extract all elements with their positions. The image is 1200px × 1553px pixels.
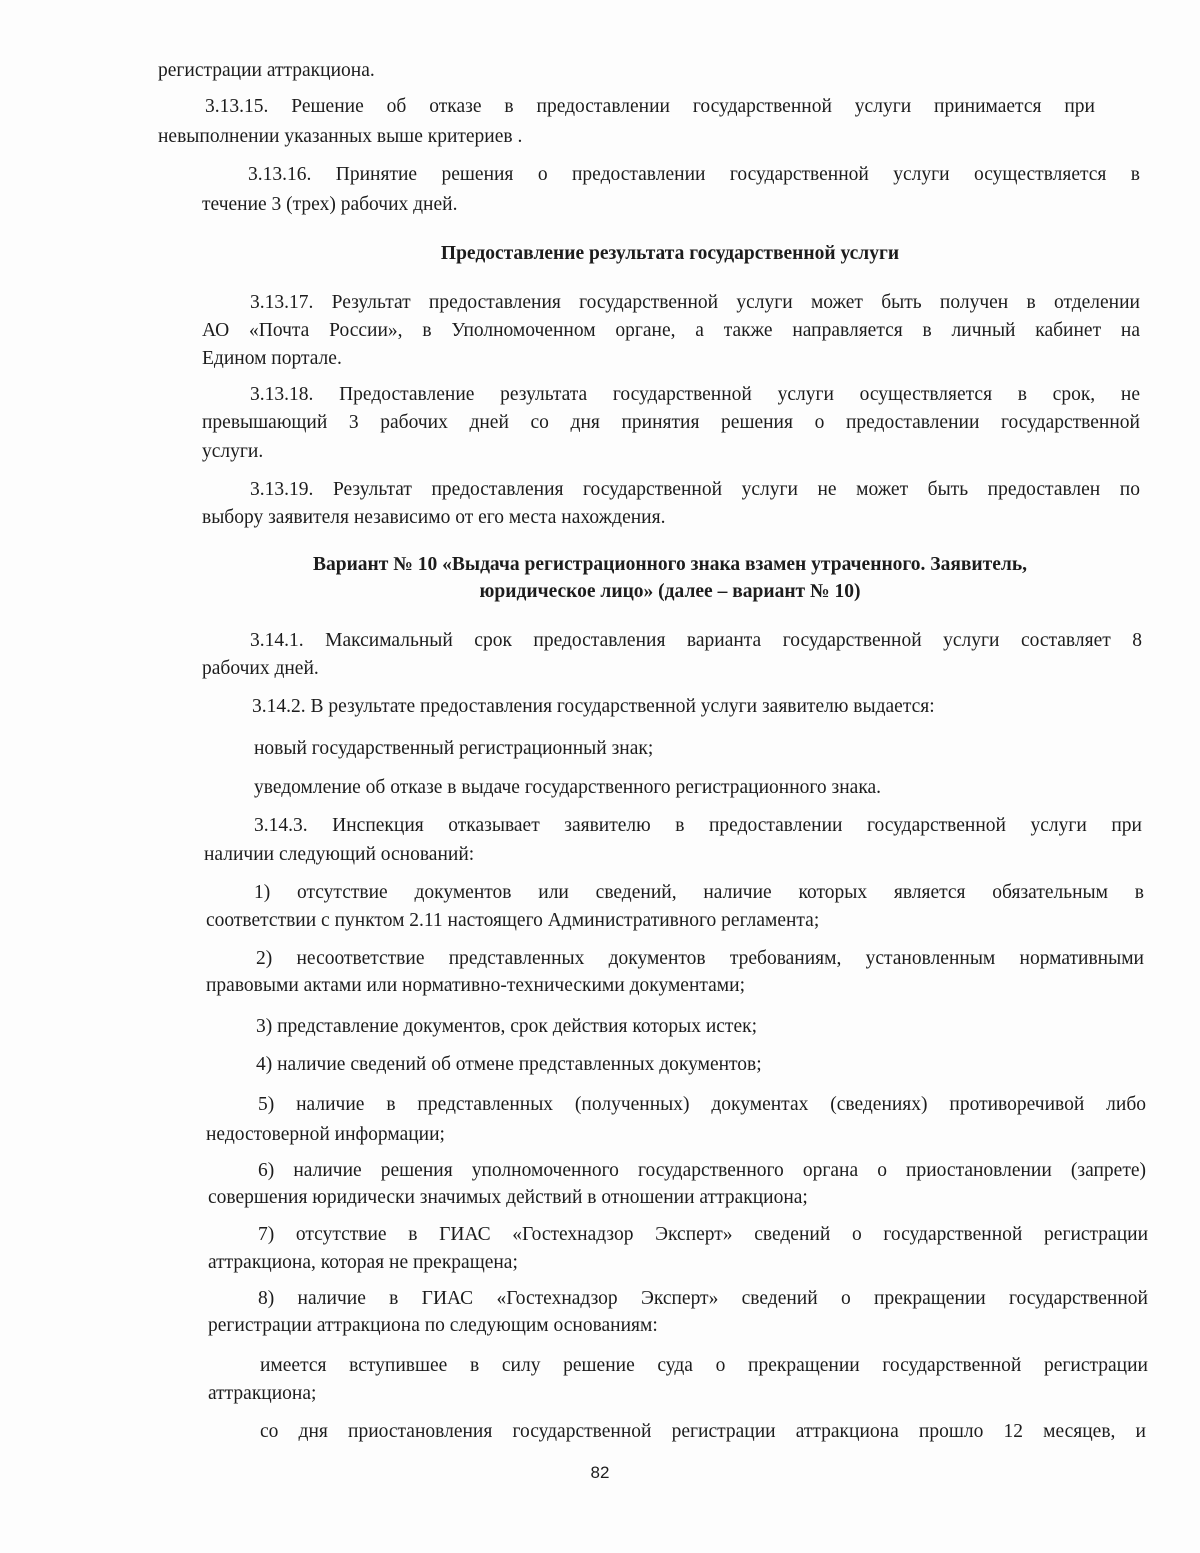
text-line: 7) отсутствие в ГИАС «Гостехнадзор Эксперт» сведений о государственной регистрации [258,1224,1148,1245]
text-line: 4) наличие сведений об отмене представленных документов; [256,1054,762,1075]
text-line: течение 3 (трех) рабочих дней. [202,194,458,215]
section-heading: юридическое лицо» (далее – вариант № 10) [479,581,861,602]
text-line: уведомление об отказе в выдаче государственного регистрационного знака. [254,777,882,798]
page-number: 82 [590,1463,610,1482]
text-line: выбору заявителя независимо от его места нахождения. [202,507,666,528]
text-line: Едином портале. [202,348,342,369]
text-line: регистрации аттракциона по следующим основаниям: [208,1315,658,1336]
text-line: совершения юридически значимых действий в отношении аттракциона; [208,1187,808,1208]
text-line: АО «Почта России», в Уполномоченном органе, а также направляется в личный кабинет на [202,320,1140,341]
text-line: регистрации аттракциона. [158,60,375,81]
text-line: наличии следующий оснований: [204,844,475,865]
text-line: 2) несоответствие представленных документов требованиям, установленным нормативными [256,948,1144,969]
text-line: имеется вступившее в силу решение суда о прекращении государственной регистрации [260,1355,1148,1376]
text-line: новый государственный регистрационный знак; [254,738,654,759]
text-line: аттракциона, которая не прекращена; [208,1252,518,1273]
text-line: 3.14.3. Инспекция отказывает заявителю в предоставлении государственной услуги при [254,815,1142,836]
text-line: 3.13.19. Результат предоставления государственной услуги не может быть предоставлен по [250,479,1140,500]
text-line: 3.14.2. В результате предоставления государственной услуги заявителю выдается: [252,696,935,717]
text-line: со дня приостановления государственной регистрации аттракциона прошло 12 месяцев, и [260,1421,1146,1442]
text-line: 3.13.15. Решение об отказе в предоставлении государственной услуги принимается при [205,96,1095,117]
text-line: 3.13.17. Результат предоставления государственной услуги может быть получен в отделении [250,292,1140,313]
text-line: соответствии с пунктом 2.11 настоящего Административного регламента; [206,910,820,931]
text-line: 5) наличие в представленных (полученных) документах (сведениях) противоречивой либо [258,1094,1146,1115]
text-line: превышающий 3 рабочих дней со дня принятия решения о предоставлении государственной [202,412,1140,433]
text-line: рабочих дней. [202,658,319,679]
text-line: 3.14.1. Максимальный срок предоставления варианта государственной услуги составляет 8 [250,630,1142,651]
text-line: 3.13.18. Предоставление результата государственной услуги осуществляется в срок, не [250,384,1140,405]
text-line: 1) отсутствие документов или сведений, наличие которых является обязательным в [254,882,1144,903]
text-line: правовыми актами или нормативно-техническими документами; [206,975,745,996]
text-line: аттракциона; [208,1383,317,1404]
text-line: невыполнении указанных выше критериев . [158,126,523,147]
section-heading: Предоставление результата государственной услуги [440,243,900,264]
text-line: недостоверной информации; [206,1124,445,1145]
text-line: 3) представление документов, срок действия которых истек; [256,1016,758,1037]
text-line: 6) наличие решения уполномоченного государственного органа о приостановлении (запрете) [258,1160,1146,1181]
section-heading: Вариант № 10 «Выдача регистрационного знака взамен утраченного. Заявитель, [312,554,1028,575]
text-line: 3.13.16. Принятие решения о предоставлении государственной услуги осуществляется в [248,164,1140,185]
text-line: услуги. [202,441,264,462]
text-line: 8) наличие в ГИАС «Гостехнадзор Эксперт» сведений о прекращении государственной [258,1288,1148,1309]
